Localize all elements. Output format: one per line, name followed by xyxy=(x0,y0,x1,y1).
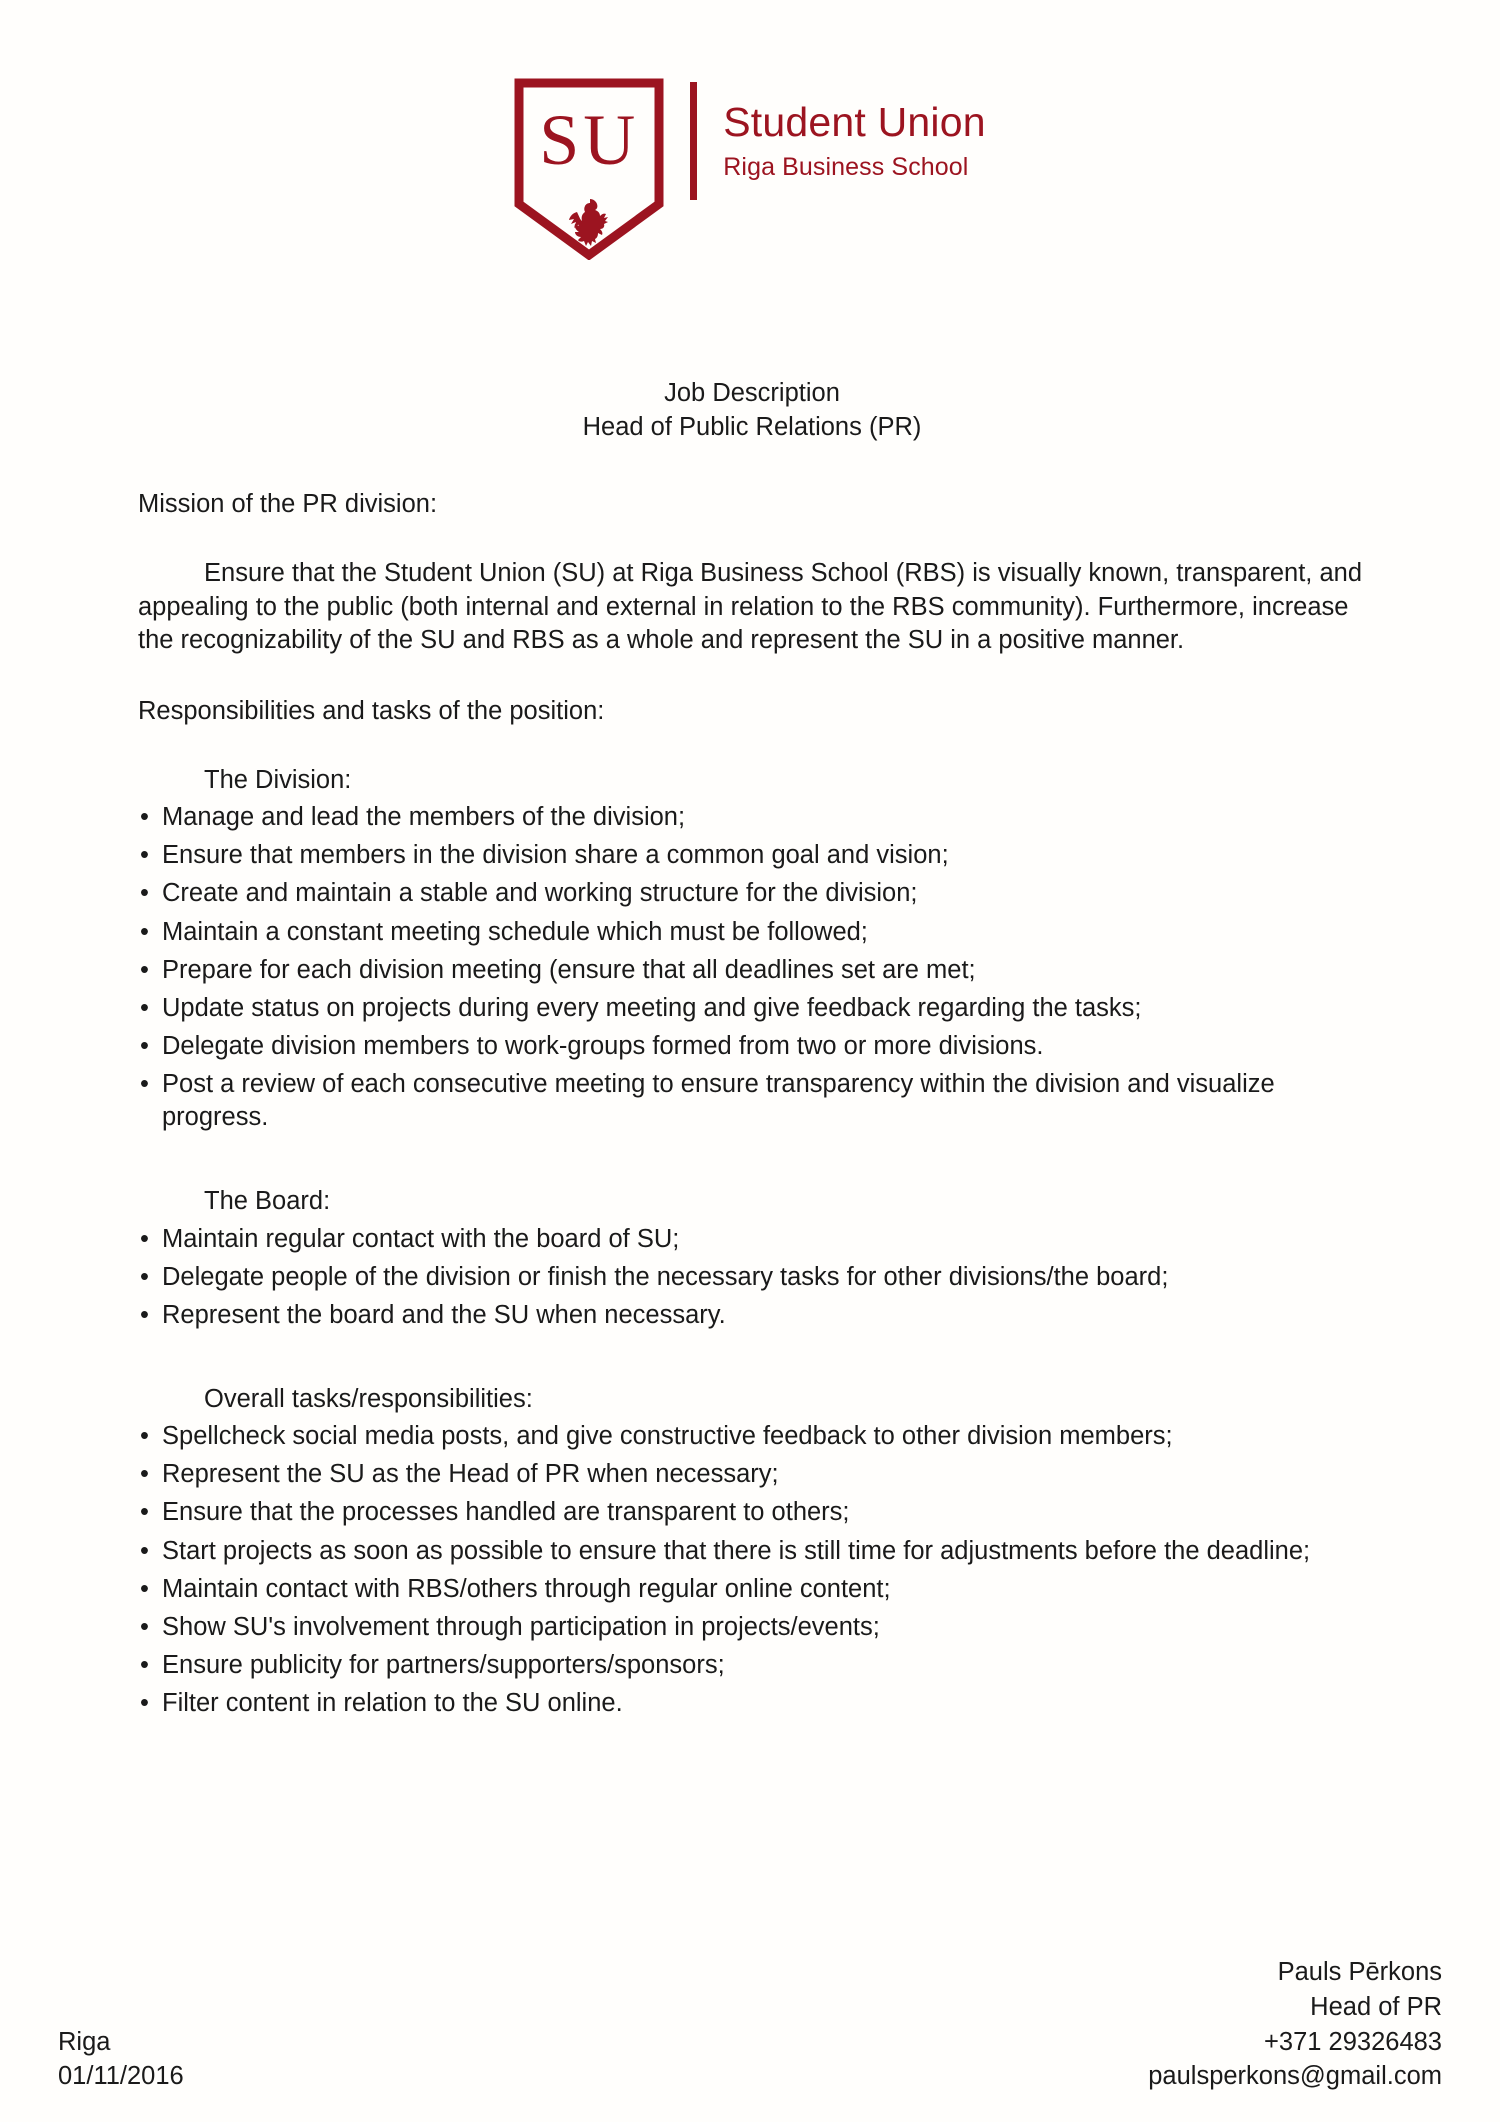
list-item-text: Update status on projects during every meeting and give feedback regarding the tasks; xyxy=(162,993,1142,1022)
title-line-1: Job Description xyxy=(664,379,840,407)
section-subheading: The Division: xyxy=(204,766,352,795)
section-subheading: The Board: xyxy=(204,1187,331,1216)
bullet-icon: • xyxy=(140,1224,149,1253)
list-item xyxy=(138,1535,1366,1568)
bullet-icon: • xyxy=(140,1612,149,1641)
list-item xyxy=(138,916,1366,949)
shield-letters: SU xyxy=(539,100,640,180)
bullet-icon: • xyxy=(140,1070,149,1099)
list-item-text: Represent the board and the SU when necessary. xyxy=(162,1300,726,1329)
bullet-list xyxy=(138,1223,1366,1332)
list-item xyxy=(138,1261,1366,1294)
list-item-text: Create and maintain a stable and working structure for the division; xyxy=(162,879,918,908)
bullet-icon: • xyxy=(140,1032,149,1060)
logo-divider xyxy=(690,82,697,200)
bullet-icon: • xyxy=(140,917,149,946)
bullet-list xyxy=(138,801,1366,1134)
list-item-text: Maintain a constant meeting schedule which must be followed; xyxy=(162,917,868,946)
list-item xyxy=(138,1611,1366,1644)
bullet-icon: • xyxy=(140,1574,149,1603)
list-item xyxy=(138,1458,1366,1491)
document-body xyxy=(138,376,1366,1725)
section-the-board xyxy=(138,1185,1366,1332)
bullet-icon: • xyxy=(140,1689,149,1718)
footer-city: Riga xyxy=(58,2027,111,2056)
mission-paragraph: Ensure that the Student Union (SU) at Riga Business School (RBS) is visually known, transparent, and appealing to the public (both internal and external in relation to the RBS community). Furthermore, increase the recognizability of the SU and RBS as a whole and represent the SU in a positive manner. xyxy=(138,559,1362,654)
shield-icon xyxy=(514,78,664,260)
list-item xyxy=(138,839,1366,872)
list-item xyxy=(138,1068,1366,1134)
list-item-text: Represent the SU as the Head of PR when necessary; xyxy=(162,1460,779,1489)
list-item xyxy=(138,1223,1366,1256)
responsibilities-heading: Responsibilities and tasks of the position: xyxy=(138,696,605,725)
section-the-division xyxy=(138,764,1366,1134)
signer-role: Head of PR xyxy=(1310,1992,1442,2021)
list-item-text: Post a review of each consecutive meeting to ensure transparency within the division and visualize progress. xyxy=(162,1070,1275,1132)
section-gap xyxy=(138,1337,1366,1383)
bullet-icon: • xyxy=(140,1498,149,1527)
list-item-text: Start projects as soon as possible to ensure that there is still time for adjustments before the deadline; xyxy=(162,1536,1311,1565)
bullet-icon: • xyxy=(140,879,149,908)
bullet-icon: • xyxy=(140,841,149,870)
section-gap xyxy=(138,1139,1366,1185)
list-item xyxy=(138,1299,1366,1332)
bullet-icon: • xyxy=(140,1460,149,1489)
page-title xyxy=(138,376,1366,444)
logo-title: Student Union xyxy=(723,99,986,145)
signer-name: Pauls Pērkons xyxy=(1277,1958,1442,1987)
bullet-icon: • xyxy=(140,1300,149,1329)
list-item-text: Delegate division members to work-groups formed from two or more divisions. xyxy=(162,1032,1044,1060)
list-item xyxy=(138,1420,1366,1453)
list-item xyxy=(138,1687,1366,1720)
title-line-2: Head of Public Relations (PR) xyxy=(582,413,922,442)
bullet-icon: • xyxy=(140,1262,149,1291)
footer-date: 01/11/2016 xyxy=(58,2062,184,2091)
bullet-icon: • xyxy=(140,1536,149,1565)
bullet-icon: • xyxy=(140,1650,149,1679)
list-item-text: Spellcheck social media posts, and give constructive feedback to other division members; xyxy=(162,1422,1173,1451)
section-subheading: Overall tasks/responsibilities: xyxy=(204,1384,533,1413)
bullet-list xyxy=(138,1420,1366,1720)
responsibility-sections xyxy=(138,764,1366,1720)
list-item xyxy=(138,1649,1366,1682)
list-item xyxy=(138,801,1366,834)
document-footer xyxy=(58,1955,1442,2094)
footer-location-block xyxy=(58,2025,184,2094)
letterhead xyxy=(0,78,1500,260)
list-item-text: Maintain contact with RBS/others through regular online content; xyxy=(162,1574,891,1603)
list-item-text: Delegate people of the division or finish the necessary tasks for other divisions/the board; xyxy=(162,1262,1169,1291)
list-item-text: Ensure that members in the division share a common goal and vision; xyxy=(162,841,949,870)
list-item-text: Filter content in relation to the SU online. xyxy=(162,1689,623,1718)
list-item xyxy=(138,954,1366,987)
signer-phone: +371 29326483 xyxy=(1264,2027,1442,2056)
su-logo xyxy=(514,78,985,260)
bullet-icon: • xyxy=(140,803,149,832)
footer-signature-block xyxy=(1148,1955,1442,2094)
list-item xyxy=(138,1573,1366,1606)
list-item-text: Show SU's involvement through participation in projects/events; xyxy=(162,1612,880,1641)
logo-text xyxy=(723,78,985,182)
list-item xyxy=(138,1496,1366,1529)
list-item xyxy=(138,1030,1366,1063)
signer-email: paulsperkons@gmail.com xyxy=(1148,2062,1442,2091)
list-item xyxy=(138,992,1366,1025)
list-item-text: Ensure that the processes handled are transparent to others; xyxy=(162,1498,850,1527)
griffin-emblem-icon xyxy=(563,196,615,248)
bullet-icon: • xyxy=(140,993,149,1022)
bullet-icon: • xyxy=(140,1422,149,1451)
logo-subtitle: Riga Business School xyxy=(723,152,969,181)
list-item-text: Prepare for each division meeting (ensure that all deadlines set are met; xyxy=(162,955,976,984)
section-overall-tasks xyxy=(138,1383,1366,1720)
mission-heading: Mission of the PR division: xyxy=(138,490,438,519)
bullet-icon: • xyxy=(140,955,149,984)
list-item-text: Maintain regular contact with the board of SU; xyxy=(162,1224,680,1253)
list-item-text: Ensure publicity for partners/supporters/sponsors; xyxy=(162,1650,725,1679)
list-item xyxy=(138,877,1366,910)
list-item-text: Manage and lead the members of the division; xyxy=(162,803,686,832)
